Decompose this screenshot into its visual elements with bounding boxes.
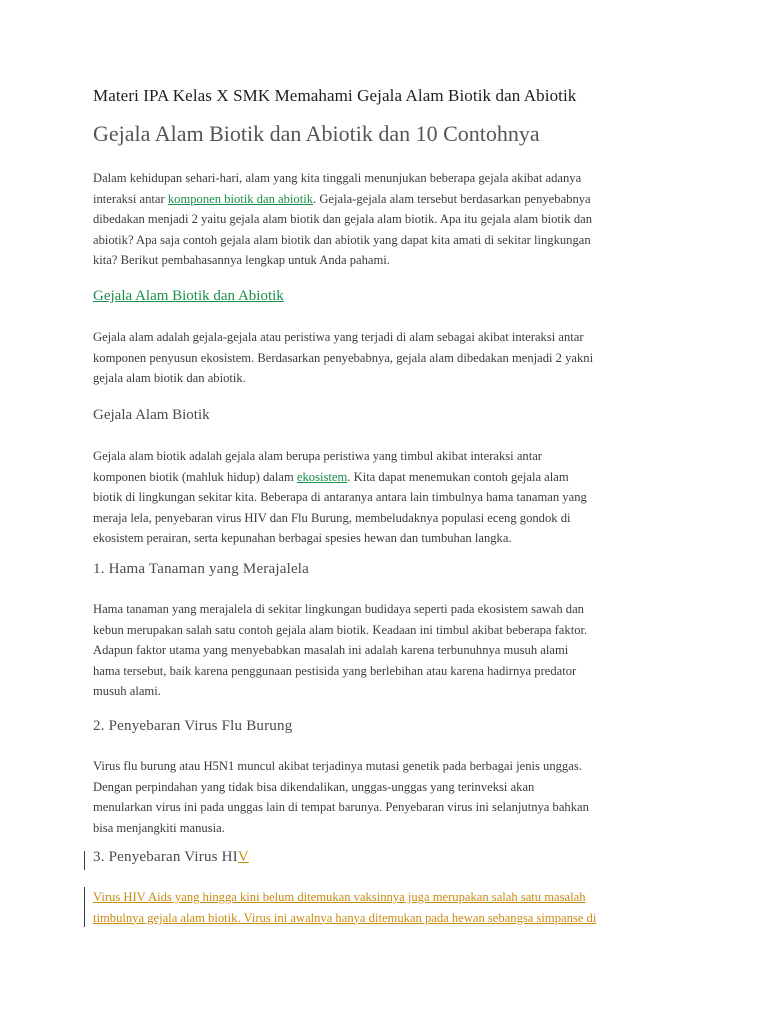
biotik-line-4: meraja lela, penyebaran virus HIV dan Flu Burung, membeludaknya populasi eceng gondok di	[93, 510, 571, 525]
intro-line-3: dibedakan menjadi 2 yaitu gejala alam biotik dan gejala alam biotik. Apa itu gejala alam biotik dan	[93, 212, 593, 227]
item-2-line-2: Dengan perpindahan yang tidak bisa dikendalikan, unggas-unggas yang terinveksi akan	[93, 779, 535, 794]
item-2-line-1: Virus flu burung atau H5N1 muncul akibat terjadinya mutasi genetik pada berbagai jenis unggas.	[93, 759, 582, 773]
item-1-line-4: hama tersebut, baik karena penggunaan pestisida yang berlebihan atau karena hadirnya predator	[93, 663, 577, 678]
section-line-3: gejala alam biotik dan abiotik.	[93, 371, 246, 386]
intro-line-2	[93, 189, 683, 210]
item-1-paragraph	[93, 599, 683, 702]
item-2-line-4: bisa menjangkiti manusia.	[93, 820, 225, 835]
subheading-biotik: Gejala Alam Biotik	[93, 407, 210, 423]
biotik-paragraph	[93, 446, 683, 549]
intro-line-2-post: . Gejala-gejala alam tersebut berdasarkan penyebabnya	[313, 191, 591, 206]
intro-paragraph	[93, 168, 683, 271]
item-2-line-3: menularkan virus ini pada unggas lain di tempat barunya. Penyebaran virus ini selanjutnya bahkan	[93, 800, 589, 815]
item-3-heading-accent: V	[237, 849, 249, 865]
biotik-line-2-pre: komponen biotik (mahluk hidup) dalam	[93, 469, 297, 484]
item-3-line-1: Virus HIV Aids yang hingga kini belum ditemukan vaksinnya juga merupakan salah satu masalah	[93, 890, 586, 904]
intro-line-2-pre: interaksi antar	[93, 191, 168, 206]
biotik-line-2-post: . Kita dapat menemukan contoh gejala alam	[347, 469, 569, 484]
intro-line-5: kita? Berikut pembahasannya lengkap untuk Anda pahami.	[93, 253, 390, 268]
item-2-heading: 2. Penyebaran Virus Flu Burung	[93, 718, 293, 734]
link-ekosistem[interactable]: ekosistem	[296, 469, 348, 484]
item-3-heading-text: 3. Penyebaran Virus HI	[93, 849, 238, 865]
biotik-line-1: Gejala alam biotik adalah gejala alam berupa peristiwa yang timbul akibat interaksi antar	[93, 449, 543, 463]
biotik-line-5: ekosistem perairan, serta kepunahan berbagai spesies hewan dan tumbuhan langka.	[93, 531, 512, 546]
item-1-line-3: Adapun faktor utama yang menyebabkan masalah ini adalah karena terbunuhnya musuh alami	[93, 643, 569, 658]
intro-line-4: abiotik? Apa saja contoh gejala alam biotik dan abiotik yang dapat kita amati di sekitar lingkungan	[93, 232, 591, 247]
item-3-line-2: timbulnya gejala alam biotik. Virus ini awalnya hanya ditemukan pada hewan sebangsa simpanse di	[93, 910, 597, 925]
change-bar-2	[84, 887, 85, 927]
item-1-line-1: Hama tanaman yang merajalela di sekitar lingkungan budidaya seperti pada ekosistem sawah dan	[93, 602, 584, 616]
biotik-line-2	[93, 467, 683, 488]
section-heading-link[interactable]: Gejala Alam Biotik dan Abiotik	[93, 288, 284, 304]
link-komponen-biotik-abiotik[interactable]: komponen biotik dan abiotik	[167, 191, 314, 206]
item-1-line-2: kebun merupakan salah satu contoh gejala alam biotik. Keadaan ini timbul akibat beberapa faktor.	[93, 622, 588, 637]
article-heading: Gejala Alam Biotik dan Abiotik dan 10 Contohnya	[93, 121, 540, 146]
document-title: Materi IPA Kelas X SMK Memahami Gejala Alam Biotik dan Abiotik	[93, 86, 577, 105]
item-3-paragraph	[93, 887, 683, 928]
item-3-heading	[93, 849, 249, 866]
item-1-line-5: musuh alami.	[93, 684, 161, 699]
item-1-heading: 1. Hama Tanaman yang Merajalela	[93, 561, 310, 577]
biotik-line-3: biotik di lingkungan sekitar kita. Beberapa di antaranya antara lain timbulnya hama tanaman yang	[93, 490, 587, 505]
item-2-paragraph	[93, 756, 683, 838]
section-line-1: Gejala alam adalah gejala-gejala atau peristiwa yang terjadi di alam sebagai akibat interaksi antar	[93, 330, 584, 344]
intro-line-1: Dalam kehidupan sehari-hari, alam yang kita tinggali menunjukan beberapa gejala akibat adanya	[93, 171, 582, 185]
section-paragraph	[93, 327, 683, 389]
change-bar-1	[84, 851, 85, 870]
section-line-2: komponen penyusun ekosistem. Berdasarkan penyebabnya, gejala alam dibedakan menjadi 2 yakni	[93, 350, 594, 365]
